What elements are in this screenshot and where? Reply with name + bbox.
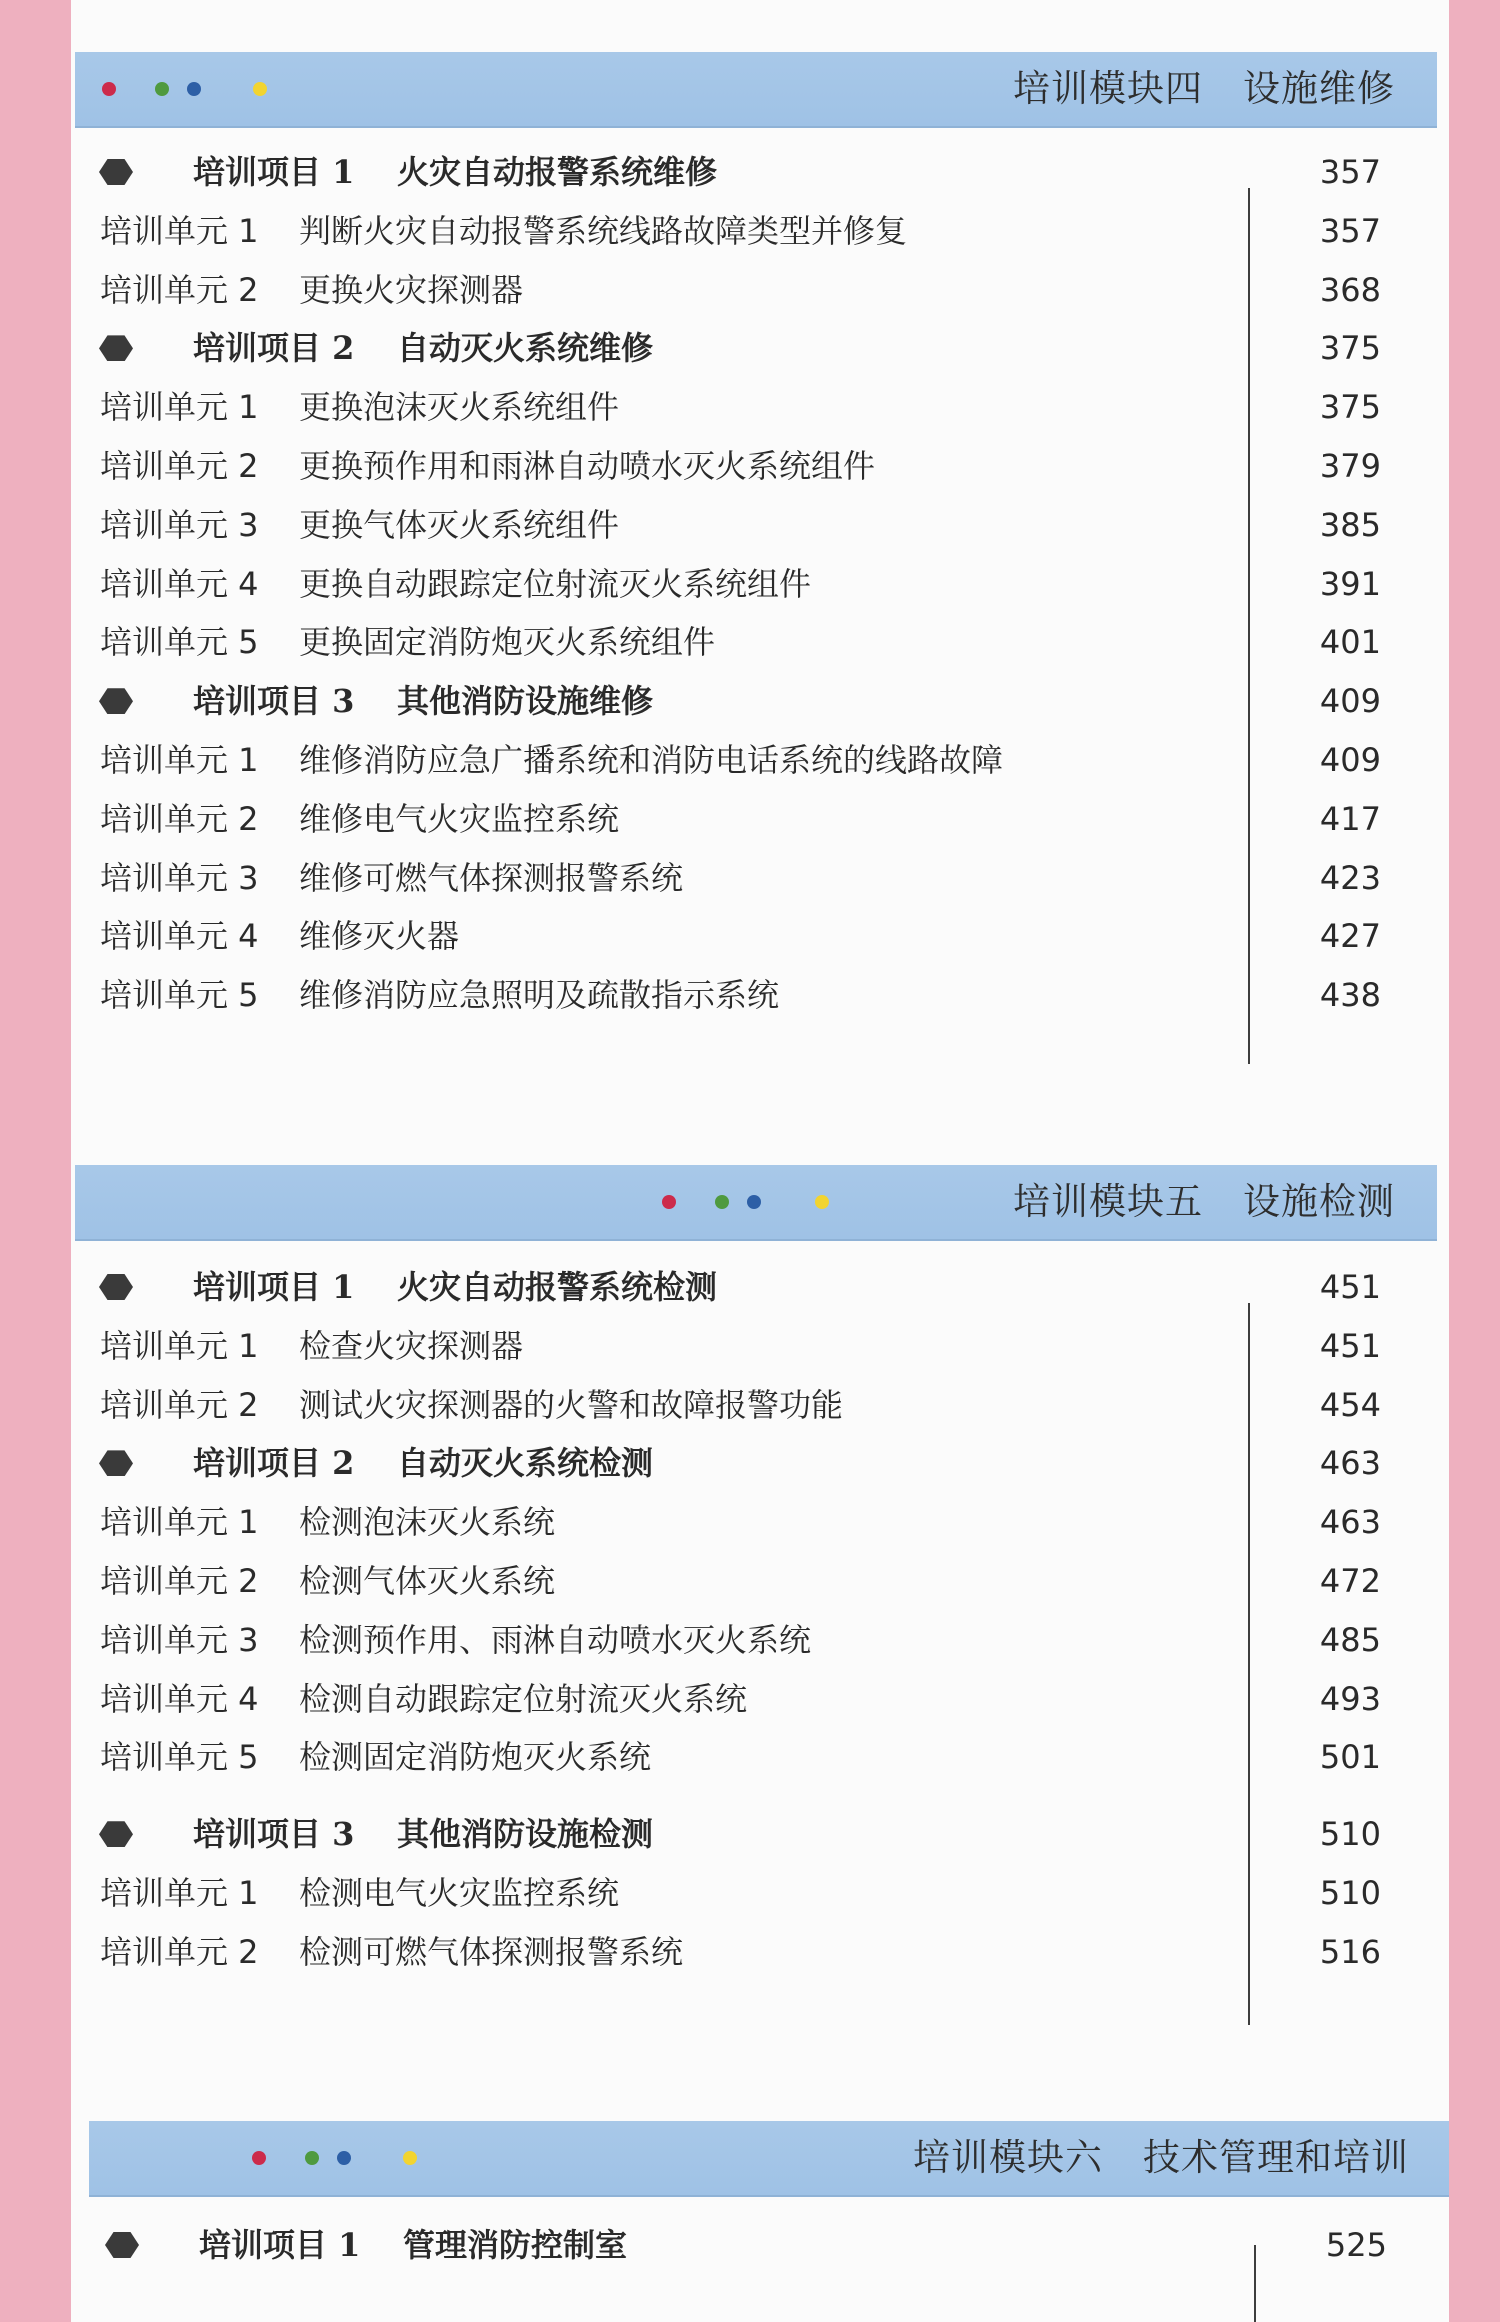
unit-title: 更换固定消防炮灭火系统组件 bbox=[299, 623, 716, 662]
page-number: 510 bbox=[1319, 1815, 1381, 1854]
page-number: 385 bbox=[1319, 505, 1381, 544]
page-number: 368 bbox=[1319, 270, 1381, 309]
page-number: 485 bbox=[1319, 1620, 1381, 1659]
page-number: 375 bbox=[1319, 388, 1381, 427]
unit-title: 检测固定消防炮灭火系统 bbox=[299, 1738, 652, 1777]
module-number: 培训模块五 bbox=[1013, 1180, 1203, 1223]
page-number: 463 bbox=[1319, 1503, 1381, 1542]
blue-dot-icon bbox=[747, 1195, 761, 1209]
unit-title: 更换自动跟踪定位射流灭火系统组件 bbox=[299, 564, 812, 603]
page-number: 438 bbox=[1319, 976, 1381, 1015]
page-number: 427 bbox=[1319, 917, 1381, 956]
toc-unit-entry[interactable] bbox=[71, 907, 1381, 965]
toc-unit-entry[interactable] bbox=[71, 202, 1381, 260]
page-number: 501 bbox=[1319, 1738, 1381, 1777]
unit-title: 维修消防应急照明及疏散指示系统 bbox=[299, 976, 780, 1015]
red-dot-icon bbox=[662, 1195, 676, 1209]
red-dot-icon bbox=[102, 82, 116, 96]
unit-number: 培训单元 3 bbox=[100, 505, 259, 544]
project-number: 培训项目 3 bbox=[193, 1815, 355, 1854]
unit-title: 判断火灾自动报警系统线路故障类型并修复 bbox=[299, 211, 908, 250]
toc-unit-entry[interactable] bbox=[71, 849, 1381, 907]
unit-number: 培训单元 1 bbox=[100, 211, 259, 250]
module-name: 技术管理和培训 bbox=[1143, 2136, 1409, 2179]
unit-title: 维修可燃气体探测报警系统 bbox=[299, 858, 684, 897]
unit-title: 维修电气火灾监控系统 bbox=[299, 799, 620, 838]
unit-number: 培训单元 3 bbox=[100, 858, 259, 897]
module-banner-4 bbox=[75, 52, 1437, 128]
unit-number: 培训单元 1 bbox=[100, 1503, 259, 1542]
project-number: 培训项目 2 bbox=[193, 329, 355, 368]
toc-unit-entry[interactable] bbox=[71, 966, 1381, 1024]
project-title: 其他消防设施维修 bbox=[397, 682, 654, 721]
unit-number: 培训单元 1 bbox=[100, 388, 259, 427]
module-title bbox=[1013, 1165, 1395, 1239]
toc-unit-entry[interactable] bbox=[71, 261, 1381, 319]
blue-dot-icon bbox=[337, 2151, 351, 2165]
green-dot-icon bbox=[155, 82, 169, 96]
page-number: 472 bbox=[1319, 1562, 1381, 1600]
project-title: 自动灭火系统检测 bbox=[397, 1444, 654, 1483]
unit-title: 检测自动跟踪定位射流灭火系统 bbox=[299, 1679, 748, 1718]
project-title: 其他消防设施检测 bbox=[397, 1815, 654, 1854]
toc-unit-entry[interactable] bbox=[71, 496, 1381, 554]
hexagon-bullet-icon bbox=[99, 1274, 133, 1300]
toc-unit-entry[interactable] bbox=[71, 1552, 1381, 1610]
hexagon-bullet-icon bbox=[99, 688, 133, 714]
toc-project-entry[interactable] bbox=[71, 143, 1381, 201]
module-banner-6 bbox=[89, 2121, 1449, 2197]
page-number: 454 bbox=[1319, 1385, 1381, 1424]
red-dot-icon bbox=[252, 2151, 266, 2165]
toc-unit-entry[interactable] bbox=[71, 731, 1381, 789]
unit-number: 培训单元 1 bbox=[100, 1874, 259, 1912]
toc-unit-entry[interactable] bbox=[71, 1611, 1381, 1669]
toc-project-entry[interactable] bbox=[71, 319, 1381, 377]
page-number: 357 bbox=[1319, 153, 1381, 191]
hexagon-bullet-icon bbox=[99, 1450, 133, 1476]
green-dot-icon bbox=[715, 1195, 729, 1209]
toc-unit-entry[interactable] bbox=[71, 1376, 1381, 1434]
unit-title: 检测预作用、雨淋自动喷水灭火系统 bbox=[299, 1620, 812, 1659]
toc-project-entry[interactable] bbox=[71, 1434, 1381, 1492]
page-number: 516 bbox=[1319, 1932, 1381, 1971]
toc-project-entry[interactable] bbox=[71, 672, 1381, 730]
project-title: 自动灭火系统维修 bbox=[397, 329, 654, 368]
hexagon-bullet-icon bbox=[105, 2232, 139, 2258]
project-number: 培训项目 1 bbox=[193, 153, 355, 191]
green-dot-icon bbox=[305, 2151, 319, 2165]
page-number: 401 bbox=[1319, 623, 1381, 662]
page-number: 463 bbox=[1319, 1444, 1381, 1483]
unit-title: 检测泡沫灭火系统 bbox=[299, 1503, 556, 1542]
toc-project-entry[interactable] bbox=[71, 1805, 1381, 1863]
project-number: 培训项目 1 bbox=[193, 1268, 355, 1306]
project-number: 培训项目 3 bbox=[193, 682, 355, 721]
unit-number: 培训单元 5 bbox=[100, 976, 259, 1015]
page-number: 391 bbox=[1319, 564, 1381, 603]
unit-number: 培训单元 4 bbox=[100, 564, 259, 603]
page-number: 375 bbox=[1319, 329, 1381, 368]
unit-number: 培训单元 2 bbox=[100, 447, 259, 485]
toc-unit-entry[interactable] bbox=[71, 613, 1381, 671]
blue-dot-icon bbox=[187, 82, 201, 96]
module-name: 设施检测 bbox=[1243, 1180, 1395, 1223]
unit-title: 测试火灾探测器的火警和故障报警功能 bbox=[299, 1385, 844, 1424]
module-name: 设施维修 bbox=[1243, 67, 1395, 110]
toc-project-entry[interactable] bbox=[71, 1258, 1381, 1316]
unit-number: 培训单元 5 bbox=[100, 1738, 259, 1777]
toc-unit-entry[interactable] bbox=[71, 790, 1381, 848]
project-title: 管理消防控制室 bbox=[403, 2226, 628, 2264]
unit-number: 培训单元 2 bbox=[100, 270, 259, 309]
module-title bbox=[913, 2121, 1409, 2195]
module-title bbox=[1013, 52, 1395, 126]
unit-title: 检测可燃气体探测报警系统 bbox=[299, 1932, 684, 1971]
unit-title: 更换气体灭火系统组件 bbox=[299, 505, 620, 544]
page-number: 417 bbox=[1319, 799, 1381, 838]
toc-unit-entry[interactable] bbox=[71, 1923, 1381, 1981]
unit-number: 培训单元 4 bbox=[100, 917, 259, 956]
unit-title: 检测电气火灾监控系统 bbox=[299, 1874, 620, 1912]
toc-unit-entry[interactable] bbox=[71, 1728, 1381, 1786]
unit-title: 更换预作用和雨淋自动喷水灭火系统组件 bbox=[299, 447, 876, 485]
page-number: 409 bbox=[1319, 741, 1381, 779]
unit-title: 维修消防应急广播系统和消防电话系统的线路故障 bbox=[299, 741, 1004, 779]
hexagon-bullet-icon bbox=[99, 159, 133, 185]
toc-unit-entry[interactable] bbox=[71, 1670, 1381, 1728]
page-number: 423 bbox=[1319, 858, 1381, 897]
toc-unit-entry[interactable] bbox=[71, 1493, 1381, 1551]
hexagon-bullet-icon bbox=[99, 335, 133, 361]
toc-unit-entry[interactable] bbox=[71, 1864, 1381, 1922]
toc-page bbox=[71, 0, 1449, 2322]
toc-unit-entry[interactable] bbox=[71, 378, 1381, 436]
project-number: 培训项目 1 bbox=[199, 2226, 361, 2264]
unit-number: 培训单元 4 bbox=[100, 1679, 259, 1718]
page-number: 409 bbox=[1319, 682, 1381, 721]
unit-number: 培训单元 2 bbox=[100, 799, 259, 838]
unit-number: 培训单元 1 bbox=[100, 1326, 259, 1365]
page-number: 510 bbox=[1319, 1874, 1381, 1912]
unit-number: 培训单元 2 bbox=[100, 1562, 259, 1600]
unit-title: 更换泡沫灭火系统组件 bbox=[299, 388, 620, 427]
yellow-dot-icon bbox=[815, 1195, 829, 1209]
hexagon-bullet-icon bbox=[99, 1821, 133, 1847]
unit-title: 更换火灾探测器 bbox=[299, 270, 524, 309]
page-number: 357 bbox=[1319, 211, 1381, 250]
unit-title: 检查火灾探测器 bbox=[299, 1326, 524, 1365]
unit-number: 培训单元 2 bbox=[100, 1385, 259, 1424]
toc-unit-entry[interactable] bbox=[71, 437, 1381, 495]
unit-number: 培训单元 2 bbox=[100, 1932, 259, 1971]
yellow-dot-icon bbox=[403, 2151, 417, 2165]
page-number: 379 bbox=[1319, 447, 1381, 485]
module-banner-5 bbox=[75, 1165, 1437, 1241]
page-number: 451 bbox=[1319, 1326, 1381, 1365]
toc-unit-entry[interactable] bbox=[71, 555, 1381, 613]
unit-number: 培训单元 5 bbox=[100, 623, 259, 662]
unit-number: 培训单元 3 bbox=[100, 1620, 259, 1659]
unit-title: 检测气体灭火系统 bbox=[299, 1562, 556, 1600]
project-title: 火灾自动报警系统维修 bbox=[397, 153, 718, 191]
page-number: 451 bbox=[1319, 1268, 1381, 1306]
toc-unit-entry[interactable] bbox=[71, 1317, 1381, 1375]
unit-title: 维修灭火器 bbox=[299, 917, 460, 956]
unit-number: 培训单元 1 bbox=[100, 741, 259, 779]
module-number: 培训模块六 bbox=[913, 2136, 1103, 2179]
project-title: 火灾自动报警系统检测 bbox=[397, 1268, 718, 1306]
page-number: 493 bbox=[1319, 1679, 1381, 1718]
yellow-dot-icon bbox=[253, 82, 267, 96]
project-number: 培训项目 2 bbox=[193, 1444, 355, 1483]
page-number: 525 bbox=[1325, 2226, 1387, 2264]
toc-project-entry[interactable] bbox=[77, 2216, 1387, 2274]
module-number: 培训模块四 bbox=[1013, 67, 1203, 110]
